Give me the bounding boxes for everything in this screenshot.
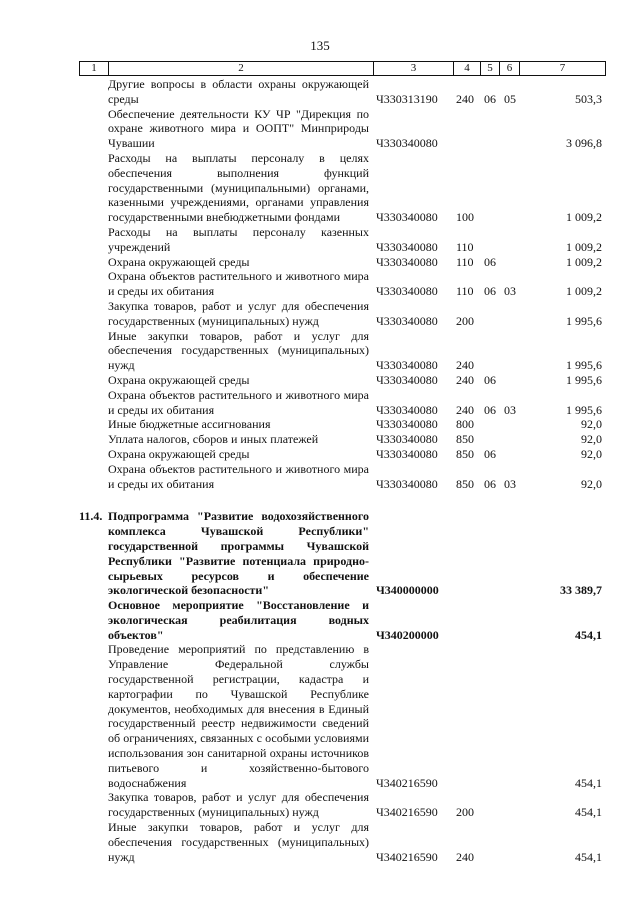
row-expense-type: 100 [456, 210, 474, 225]
row-expense-type: 110 [456, 284, 474, 299]
table-row [79, 642, 604, 790]
row-amount: 454,1 [575, 775, 602, 790]
table-row [79, 388, 604, 418]
row-expense-type: 240 [456, 91, 474, 106]
row-code: Ч340216590 [376, 805, 438, 820]
row-code: Ч330340080 [376, 372, 438, 387]
row-code: Ч330340080 [376, 402, 438, 417]
row-subsection: 03 [504, 284, 516, 299]
row-name: Обеспечение деятельности КУ ЧР "Дирекция по охране животного мира и ООПТ" Минприроды Чувашии [108, 106, 369, 151]
row-name: Иные закупки товаров, работ и услуг для обеспечения государственных (муниципальных) нужд [108, 820, 369, 864]
row-name: Закупка товаров, работ и услуг для обеспечения государственных (муниципальных) нужд [108, 298, 369, 328]
row-amount: 1 009,2 [566, 210, 602, 225]
row-name: Охрана окружающей среды [108, 446, 250, 461]
page-number: 135 [310, 38, 330, 53]
row-expense-type: 200 [456, 313, 474, 328]
row-amount: 454,1 [575, 627, 602, 642]
row-amount: 92,0 [581, 417, 602, 432]
row-expense-type: 800 [456, 417, 474, 432]
row-subsection: 05 [504, 91, 516, 106]
row-amount: 1 995,6 [566, 402, 602, 417]
row-name: Охрана окружающей среды [108, 254, 250, 269]
row-name: Уплата налогов, сборов и иных платежей [108, 432, 319, 447]
row-amount: 92,0 [581, 476, 602, 491]
row-expense-type: 850 [456, 446, 474, 461]
table-row [79, 77, 604, 107]
table-row [79, 432, 604, 447]
row-amount: 92,0 [581, 432, 602, 447]
table-row [79, 509, 604, 598]
row-expense-type: 850 [456, 476, 474, 491]
row-name: Охрана объектов растительного и животного мира и среды их обитания [108, 269, 369, 299]
row-code: Ч330340080 [376, 358, 438, 373]
row-amount: 1 995,6 [566, 358, 602, 373]
table-row [79, 151, 604, 225]
row-code: Ч340216590 [376, 775, 438, 790]
row-section: 06 [484, 372, 496, 387]
row-code: Ч330340080 [376, 432, 438, 447]
row-expense-type: 200 [456, 805, 474, 820]
header-col-7: 7 [559, 62, 566, 74]
row-amount: 1 995,6 [566, 313, 602, 328]
row-amount: 1 009,2 [566, 239, 602, 254]
table-row [79, 790, 604, 820]
row-amount: 454,1 [575, 805, 602, 820]
table-row [79, 820, 604, 864]
row-name: Проведение мероприятий по представлению в Управление Федеральной службы государственной регистрации, кадастра и картографии по Чувашской Республике документов, необходимых для внесения в Единый государственный реестр недвижимости сведений об ограничениях, связанных с особыми условиями использования зон санитарной охраны источников питьевого и хозяйственно-бытового водоснабжения [108, 642, 369, 790]
row-code: Ч340200000 [376, 627, 439, 642]
header-col-2: 2 [109, 62, 374, 75]
row-expense-type: 110 [456, 239, 474, 254]
row-name: Основное мероприятие "Восстановление и экологическая реабилитация водных объектов" [108, 598, 369, 642]
row-code: Ч330340080 [376, 136, 438, 151]
table-row [79, 225, 604, 255]
table-row [79, 299, 604, 329]
row-amount: 33 389,7 [560, 583, 602, 598]
table-row [79, 269, 604, 299]
row-subsection: 03 [504, 402, 516, 417]
row-subsection: 03 [504, 476, 516, 491]
table-header [79, 61, 606, 76]
row-name: Расходы на выплаты персоналу казенных учреждений [108, 224, 369, 254]
row-amount: 1 009,2 [566, 284, 602, 299]
table-row [79, 255, 604, 270]
row-section: 06 [484, 91, 496, 106]
table-row [79, 107, 604, 151]
row-name: Расходы на выплаты персоналу в целях обеспечения выполнения функций государственными (муниципальными) органами, казенными учреждениями, органами управления государственными внебюджетными фондами [108, 150, 369, 225]
row-code: Ч330340080 [376, 417, 438, 432]
row-expense-type: 850 [456, 432, 474, 447]
header-col-1: 1 [80, 62, 109, 75]
row-amount: 454,1 [575, 849, 602, 864]
table-row [79, 598, 604, 642]
row-code: Ч330340080 [376, 239, 438, 254]
row-code: Ч330340080 [376, 210, 438, 225]
row-amount: 3 096,8 [566, 136, 602, 151]
row-amount: 503,3 [575, 91, 602, 106]
row-name: Подпрограмма "Развитие водохозяйственного комплекса Чувашской Республики" государственной программы Чувашской Республики "Развитие потенциала природно-сырьевых ресурсов и обеспечение экологической безопасности" [108, 509, 369, 598]
row-name: Закупка товаров, работ и услуг для обеспечения государственных (муниципальных) нужд [108, 790, 369, 820]
row-code: Ч330340080 [376, 284, 438, 299]
row-amount: 1 995,6 [566, 372, 602, 387]
header-col-5: 5 [481, 62, 500, 75]
row-code: Ч340216590 [376, 849, 438, 864]
row-name: Охрана объектов растительного и животного мира и среды их обитания [108, 387, 369, 417]
row-amount: 1 009,2 [566, 254, 602, 269]
row-expense-type: 240 [456, 402, 474, 417]
row-name: Охрана объектов растительного и животного мира и среды их обитания [108, 461, 369, 491]
row-name: Иные бюджетные ассигнования [108, 417, 271, 432]
row-section: 06 [484, 446, 496, 461]
header-col-6: 6 [500, 62, 520, 75]
row-section: 06 [484, 476, 496, 491]
header-col-4: 4 [454, 62, 481, 75]
row-name: Другие вопросы в области охраны окружающей среды [108, 77, 369, 106]
header-col-3: 3 [374, 62, 454, 75]
row-code: Ч330340080 [376, 313, 438, 328]
table-row [79, 329, 604, 373]
row-section: 06 [484, 254, 496, 269]
row-expense-type: 240 [456, 372, 474, 387]
row-code: Ч330313190 [376, 91, 438, 106]
row-expense-type: 240 [456, 849, 474, 864]
row-amount: 92,0 [581, 446, 602, 461]
row-expense-type: 240 [456, 358, 474, 373]
row-section: 06 [484, 402, 496, 417]
row-number: 11.4. [79, 509, 103, 524]
row-code: Ч340000000 [376, 583, 439, 598]
row-code: Ч330340080 [376, 476, 438, 491]
row-section: 06 [484, 284, 496, 299]
row-code: Ч330340080 [376, 446, 438, 461]
row-expense-type: 110 [456, 254, 474, 269]
row-name: Иные закупки товаров, работ и услуг для обеспечения государственных (муниципальных) нужд [108, 328, 369, 373]
table-row [79, 447, 604, 462]
table-row [79, 462, 604, 492]
budget-table-body [79, 77, 604, 864]
row-code: Ч330340080 [376, 254, 438, 269]
table-row [79, 373, 604, 388]
row-name: Охрана окружающей среды [108, 372, 250, 387]
table-row [79, 417, 604, 432]
